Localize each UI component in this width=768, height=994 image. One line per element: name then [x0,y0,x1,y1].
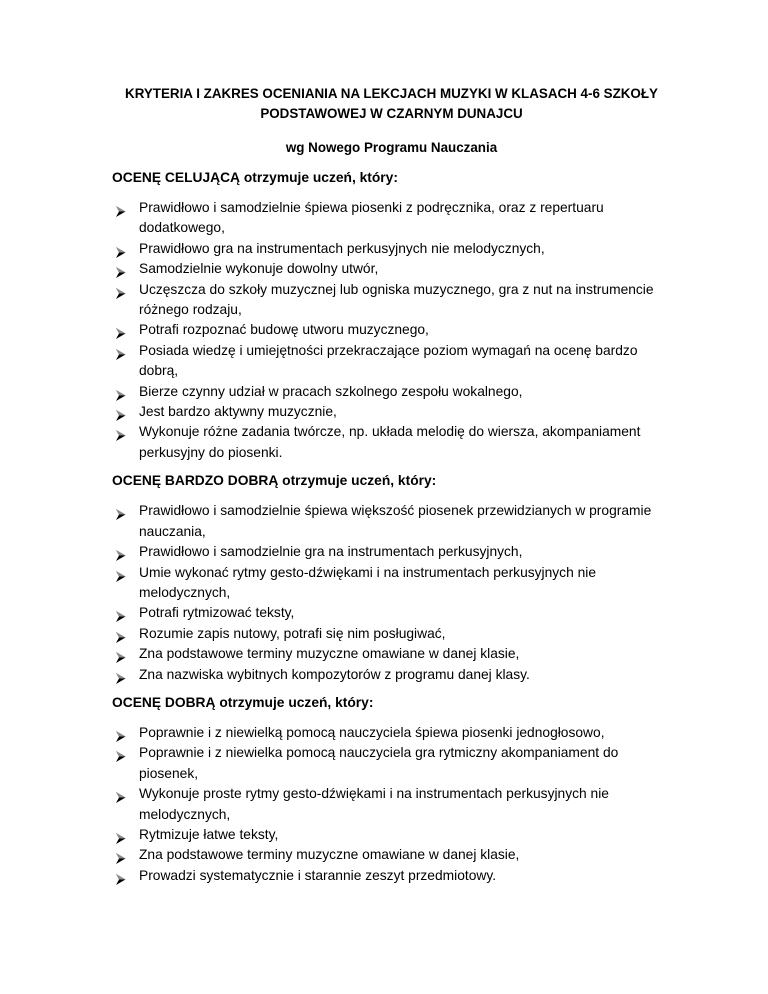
list-item-text: Prawidłowo i samodzielnie śpiewa większość piosenek przewidzianych w programie nauczania, [139,503,652,539]
list-item-text: Jest bardzo aktywny muzycznie, [139,404,337,420]
grading-sections [112,168,668,886]
list-item [115,845,668,865]
list-item-text: Prawidłowo i samodzielnie śpiewa piosenki z podręcznika, oraz z repertuaru dodatkowego, [139,200,604,236]
list-item-text: Poprawnie i z niewielką pomocą nauczyciela śpiewa piosenki jednogłosowo, [139,724,605,740]
list-item [115,542,668,562]
arrow-bullet-icon [115,547,126,558]
list-item [115,743,668,784]
list-item-text: Prowadzi systematycznie i starannie zeszyt przedmiotowy. [139,867,497,883]
arrow-bullet-icon [115,506,126,517]
list-item-text: Posiada wiedzę i umiejętności przekraczające poziom wymagań na ocenę bardzo dobrą, [139,342,638,379]
list-item-text: Zna podstawowe terminy muzyczne omawiane w danej klasie, [139,646,520,662]
arrow-bullet-icon [115,608,126,619]
list-item [115,422,668,463]
list-item-text: Wykonuje proste rytmy gesto-dźwiękami i na instrumentach perkusyjnych nie melodycznych, [139,786,609,822]
list-item-text: Wykonuje różne zadania twórcze, np. układa melodię do wiersza, akompaniament perkusyjny do piosenki. [139,424,641,460]
arrow-bullet-icon [115,748,126,759]
list-item-text: Rozumie zapis nutowy, potrafi się nim posługiwać, [139,625,446,641]
list-item [115,723,668,743]
list-item [115,239,668,259]
criteria-list [115,501,668,685]
arrow-bullet-icon [115,830,126,841]
list-item-text: Prawidłowo gra na instrumentach perkusyjnych nie melodycznych, [139,240,545,256]
criteria-list [115,198,668,463]
list-item [115,259,668,279]
list-item-text: Uczęszcza do szkoły muzycznej lub ogniska muzycznego, gra z nut na instrumencie różnego rodzaju, [139,281,654,318]
list-item-text: Samodzielnie wykonuje dowolny utwór, [139,261,379,277]
arrow-bullet-icon [115,244,126,255]
list-item [115,825,668,845]
section-heading: OCENĘ DOBRĄ otrzymuje uczeń, który: [112,694,374,710]
list-item-text: Zna podstawowe terminy muzyczne omawiane w danej klasie, [139,847,520,863]
section-heading: OCENĘ BARDZO DOBRĄ otrzymuje uczeń, który: [112,473,437,489]
arrow-bullet-icon [115,789,126,800]
arrow-bullet-icon [115,568,126,579]
list-item-text: Bierze czynny udział w pracach szkolnego zespołu wokalnego, [139,383,523,399]
list-item [115,866,668,886]
list-item [115,603,668,623]
list-item [115,341,668,382]
document-subtitle: wg Nowego Programu Nauczania [285,140,498,155]
arrow-bullet-icon [115,670,126,681]
section-heading: OCENĘ CELUJĄCĄ otrzymuje uczeń, który: [112,170,398,185]
arrow-bullet-icon [115,285,126,296]
arrow-bullet-icon [115,264,126,275]
list-item-text: Umie wykonać rytmy gesto-dźwiękami i na instrumentach perkusyjnych nie melodycznych, [139,564,597,600]
list-item-text: Poprawnie i z niewielka pomocą nauczyciela gra rytmiczny akompaniament do piosenek, [139,745,619,781]
list-item-text: Zna nazwiska wybitnych kompozytorów z programu danej klasy. [139,666,530,682]
list-item [115,280,668,321]
list-item-text: Potrafi rozpoznać budowę utworu muzycznego, [139,322,429,338]
arrow-bullet-icon [115,407,126,418]
list-item-text: Prawidłowo i samodzielnie gra na instrumentach perkusyjnych, [139,544,523,560]
arrow-bullet-icon [115,649,126,660]
arrow-bullet-icon [115,203,126,214]
arrow-bullet-icon [115,387,126,398]
criteria-list [115,723,668,886]
arrow-bullet-icon [115,346,126,357]
arrow-bullet-icon [115,871,126,882]
arrow-bullet-icon [115,850,126,861]
document-title: KRYTERIA I ZAKRES OCENIANIA NA LEKCJACH MUZYKI W KLASACH 4-6 SZKOŁY PODSTAWOWEJ W CZARNYM DUNAJCU [125,86,658,121]
list-item-text: Potrafi rytmizować teksty, [139,605,295,621]
arrow-bullet-icon [115,629,126,640]
list-item [115,402,668,422]
arrow-bullet-icon [115,728,126,739]
list-item [115,644,668,664]
arrow-bullet-icon [115,427,126,438]
list-item [115,784,668,825]
list-item [115,665,668,685]
list-item [115,501,668,542]
list-item [115,382,668,402]
list-item [115,320,668,340]
list-item [115,198,668,239]
list-item [115,563,668,604]
arrow-bullet-icon [115,325,126,336]
list-item-text: Rytmizuje łatwe teksty, [139,826,279,842]
list-item [115,624,668,644]
